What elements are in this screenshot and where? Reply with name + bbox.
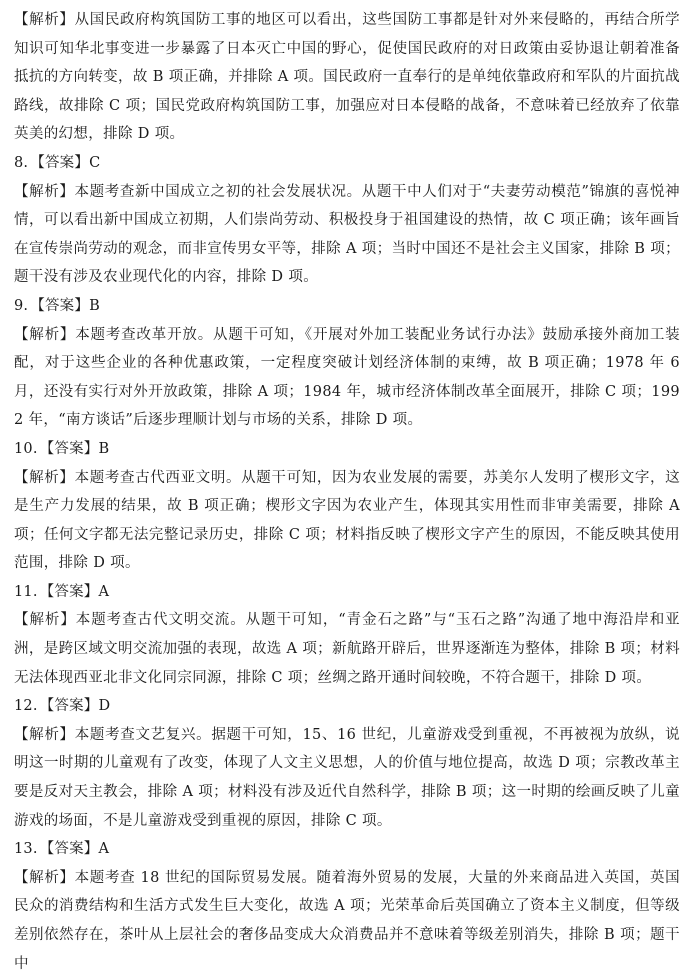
analysis-text: 本题考查新中国成立之初的社会发展状况。从题干中人们对于“夫妻劳动模范”锦旗的喜悦神情，可以看出新中国成立初期，人们崇尚劳动、积极投身于祖国建设的热情，故 C 项正确；该年画旨在宣传崇尚劳动的观念，而非宣传男女平等，排除 A 项；当时中国还不是社会主义国家，排除 B 项；题干没有涉及农业现代化的内容，排除 D 项。 [14, 183, 680, 286]
answer-value: A [98, 583, 110, 600]
answer-tag: 【答案】 [39, 841, 99, 858]
analysis-tag: 【解析】 [14, 12, 75, 28]
answer-list [14, 6, 680, 978]
question-block [14, 435, 680, 578]
answer-value: B [98, 440, 110, 457]
answer-line [14, 692, 680, 721]
answer-value: A [98, 841, 110, 858]
question-block [14, 578, 680, 692]
answer-tag: 【答案】 [39, 583, 99, 600]
answer-line [14, 292, 680, 321]
answer-line [14, 578, 680, 607]
answer-tag: 【答案】 [39, 440, 99, 457]
analysis-paragraph [14, 178, 680, 292]
question-number: 10. [14, 440, 38, 457]
analysis-paragraph [14, 864, 680, 978]
answer-line [14, 149, 680, 178]
analysis-paragraph [14, 721, 680, 835]
analysis-tag: 【解析】 [14, 726, 75, 743]
question-block [14, 149, 680, 292]
answer-tag: 【答案】 [30, 154, 90, 171]
analysis-tag: 【解析】 [14, 869, 75, 886]
answer-line [14, 435, 680, 464]
analysis-text: 本题考查改革开放。从题干可知，《开展对外加工装配业务试行办法》鼓励承接外商加工装配，对于这些企业的各种优惠政策，一定程度突破计划经济体制的束缚，故 B 项正确；1978 年 6 月，还没有实行对外开放政策，排除 A 项；1984 年，城市经济体制改革全面展开，排除 C 项；1992 年，“南方谈话”后逐步理顺计划与市场的关系，排除 D 项。 [14, 326, 680, 429]
question-block [14, 6, 680, 149]
answer-tag: 【答案】 [30, 297, 90, 314]
analysis-paragraph [14, 6, 680, 149]
question-number: 12. [14, 698, 38, 715]
analysis-paragraph [14, 606, 680, 692]
answer-value: B [89, 297, 100, 314]
analysis-text: 本题考查古代西亚文明。从题干可知，因为农业发展的需要，苏美尔人发明了楔形文字，这是生产力发展的结果，故 B 项正确；楔形文字因为农业产生，体现其实用性而非审美需要，排除 A 项；任何文字都无法完整记录历史，排除 C 项；材料指反映了楔形文字产生的原因，不能反映其使用范围，排除 D 项。 [14, 469, 680, 572]
analysis-text: 本题考查 18 世纪的国际贸易发展。随着海外贸易的发展，大量的外来商品进入英国，英国民众的消费结构和生活方式发生巨大变化，故选 A 项；光荣革命后英国确立了资本主义制度，但等级差别依然存在，茶叶从上层社会的奢侈品变成大众消费品并不意味着等级差别消失，排除 B 项；题干中 [14, 869, 680, 972]
analysis-paragraph [14, 464, 680, 578]
analysis-tag: 【解析】 [14, 612, 76, 629]
question-block [14, 292, 680, 435]
answer-value: D [98, 698, 111, 715]
analysis-tag: 【解析】 [14, 326, 76, 343]
question-number: 8. [14, 154, 29, 171]
analysis-paragraph [14, 321, 680, 435]
question-number: 11. [14, 583, 38, 600]
analysis-text: 本题考查文艺复兴。据题干可知，15、16 世纪，儿童游戏受到重视，不再被视为放纵，说明这一时期的儿童观有了改变，体现了人文主义思想，人的价值与地位提高，故选 D 项；宗教改革主要是反对天主教会，排除 A 项；材料没有涉及近代自然科学，排除 B 项；这一时期的绘画反映了儿童游戏的场面，不是儿童游戏受到重视的原因，排除 C 项。 [14, 726, 680, 829]
analysis-text: 本题考查古代文明交流。从题干可知，“青金石之路”与“玉石之路”沟通了地中海沿岸和亚洲，是跨区域文明交流加强的表现，故选 A 项；新航路开辟后，世界逐渐连为整体，排除 B 项；材料无法体现西亚北非文化同宗同源，排除 C 项；丝绸之路开通时间较晚，不符合题干，排除 D 项。 [14, 612, 681, 686]
question-number: 13. [14, 841, 38, 858]
question-block [14, 835, 680, 978]
question-number: 9. [14, 297, 29, 314]
analysis-text: 从国民政府构筑国防工事的地区可以看出，这些国防工事都是针对外来侵略的，再结合所学知识可知华北事变进一步暴露了日本灭亡中国的野心，促使国民政府的对日政策由妥协退让朝着准备抵抗的方向转变，故 B 项正确，并排除 A 项。国民政府一直奉行的是单纯依靠政府和军队的片面抗战路线，故排除 C 项；国民党政府构筑国防工事，加强应对日本侵略的战备，不意味着已经放弃了依靠英美的幻想，排除 D 项。 [14, 12, 680, 143]
answer-tag: 【答案】 [39, 698, 99, 715]
analysis-tag: 【解析】 [14, 183, 75, 200]
question-block [14, 692, 680, 835]
answer-value: C [89, 154, 101, 171]
answer-line [14, 835, 680, 864]
analysis-tag: 【解析】 [14, 469, 75, 486]
